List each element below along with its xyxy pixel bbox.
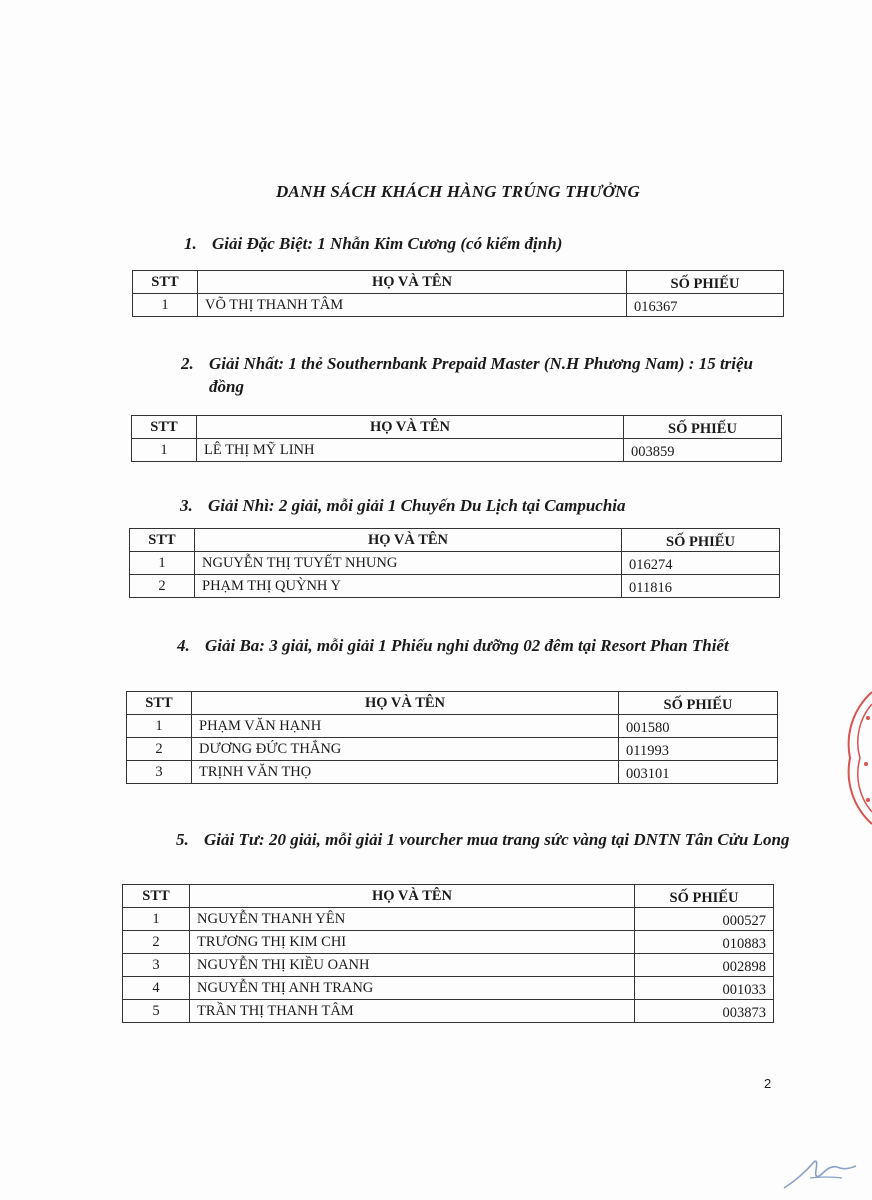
row-name: NGUYỄN THỊ KIỀU OANH (190, 954, 635, 977)
row-ticket: 016367 (627, 294, 784, 317)
row-name: TRƯƠNG THỊ KIM CHI (190, 931, 635, 954)
table-row (123, 908, 774, 931)
col-stt-header: STT (133, 271, 198, 294)
page-number: 2 (764, 1076, 772, 1091)
col-ticket-header: SỐ PHIẾU (627, 271, 784, 294)
row-ticket: 011816 (622, 575, 780, 598)
col-name-header: HỌ VÀ TÊN (190, 885, 635, 908)
prize-4-table (126, 691, 778, 784)
row-name: TRẦN THỊ THANH TÂM (190, 1000, 635, 1023)
row-stt: 1 (130, 552, 195, 575)
document-title: DANH SÁCH KHÁCH HÀNG TRÚNG THƯỞNG (275, 182, 641, 201)
col-stt-header: STT (130, 529, 195, 552)
prize-heading-2: 2. Giải Nhất: 1 thẻ Southernbank Prepaid Master (N.H Phương Nam) : 15 triệu đồng (181, 352, 791, 398)
col-stt-header: STT (132, 416, 197, 439)
row-stt: 2 (130, 575, 195, 598)
table-row (130, 552, 780, 575)
table-header-row (127, 692, 778, 715)
table-row (132, 439, 782, 462)
col-name-header: HỌ VÀ TÊN (197, 416, 624, 439)
row-stt: 1 (127, 715, 192, 738)
col-stt-header: STT (123, 885, 190, 908)
prize-3-table (129, 528, 780, 598)
prize-3-title: Giải Nhì: 2 giải, mỗi giải 1 Chuyến Du Lịch tại Campuchia (208, 496, 626, 515)
signature-icon (780, 1148, 860, 1192)
col-name-header: HỌ VÀ TÊN (192, 692, 619, 715)
row-stt: 1 (133, 294, 198, 317)
prize-5-title: Giải Tư: 20 giải, mỗi giải 1 vourcher mua trang sức vàng tại DNTN Tân Cửu Long (204, 830, 790, 849)
table-header-row (123, 885, 774, 908)
table-header-row (132, 416, 782, 439)
table-row (133, 294, 784, 317)
row-name: NGUYỄN THỊ ANH TRANG (190, 977, 635, 1000)
row-ticket: 011993 (619, 738, 778, 761)
row-name: TRỊNH VĂN THỌ (192, 761, 619, 784)
row-ticket: 016274 (622, 552, 780, 575)
prize-1-title: Giải Đặc Biệt: 1 Nhẫn Kim Cương (có kiểm định) (212, 234, 563, 253)
row-stt: 1 (123, 908, 190, 931)
prize-heading-3: 3. Giải Nhì: 2 giải, mỗi giải 1 Chuyến Du Lịch tại Campuchia (180, 494, 790, 517)
table-row (123, 954, 774, 977)
row-stt: 2 (123, 931, 190, 954)
row-stt: 3 (123, 954, 190, 977)
row-name: NGUYỄN THANH YÊN (190, 908, 635, 931)
col-ticket-header: SỐ PHIẾU (635, 885, 774, 908)
table-row (130, 575, 780, 598)
col-ticket-header: SỐ PHIẾU (622, 529, 780, 552)
col-stt-header: STT (127, 692, 192, 715)
prize-1-table (132, 270, 784, 317)
table-row (123, 931, 774, 954)
prize-2-title: Giải Nhất: 1 thẻ Southernbank Prepaid Master (N.H Phương Nam) : 15 triệu đồng (209, 354, 753, 396)
row-ticket: 001580 (619, 715, 778, 738)
prize-5-table (122, 884, 774, 1023)
prize-heading-1: 1. Giải Đặc Biệt: 1 Nhẫn Kim Cương (có kiểm định) (184, 232, 784, 255)
row-ticket: 003859 (624, 439, 782, 462)
row-ticket: 010883 (635, 931, 774, 954)
col-ticket-header: SỐ PHIẾU (619, 692, 778, 715)
row-name: PHẠM THỊ QUỲNH Y (195, 575, 622, 598)
table-row (127, 738, 778, 761)
table-row (123, 1000, 774, 1023)
prize-2-table (131, 415, 782, 462)
table-header-row (130, 529, 780, 552)
row-stt: 2 (127, 738, 192, 761)
row-ticket: 003873 (635, 1000, 774, 1023)
row-stt: 1 (132, 439, 197, 462)
table-row (127, 715, 778, 738)
row-stt: 4 (123, 977, 190, 1000)
table-row (127, 761, 778, 784)
prize-heading-5: 5. Giải Tư: 20 giải, mỗi giải 1 vourcher mua trang sức vàng tại DNTN Tân Cửu Long (176, 830, 790, 849)
row-name: VÕ THỊ THANH TÂM (198, 294, 627, 317)
col-name-header: HỌ VÀ TÊN (198, 271, 627, 294)
row-ticket: 000527 (635, 908, 774, 931)
row-stt: 5 (123, 1000, 190, 1023)
stamp-seal-icon (846, 688, 872, 828)
col-name-header: HỌ VÀ TÊN (195, 529, 622, 552)
row-ticket: 001033 (635, 977, 774, 1000)
row-name: NGUYỄN THỊ TUYẾT NHUNG (195, 552, 622, 575)
row-ticket: 003101 (619, 761, 778, 784)
col-ticket-header: SỐ PHIẾU (624, 416, 782, 439)
row-ticket: 002898 (635, 954, 774, 977)
row-name: LÊ THỊ MỸ LINH (197, 439, 624, 462)
row-name: PHẠM VĂN HẠNH (192, 715, 619, 738)
row-stt: 3 (127, 761, 192, 784)
prize-heading-4: 4. Giải Ba: 3 giải, mỗi giải 1 Phiếu nghỉ dưỡng 02 đêm tại Resort Phan Thiết (177, 634, 789, 657)
prize-4-title: Giải Ba: 3 giải, mỗi giải 1 Phiếu nghỉ dưỡng 02 đêm tại Resort Phan Thiết (205, 636, 729, 655)
row-name: DƯƠNG ĐỨC THẮNG (192, 738, 619, 761)
table-row (123, 977, 774, 1000)
table-header-row (133, 271, 784, 294)
